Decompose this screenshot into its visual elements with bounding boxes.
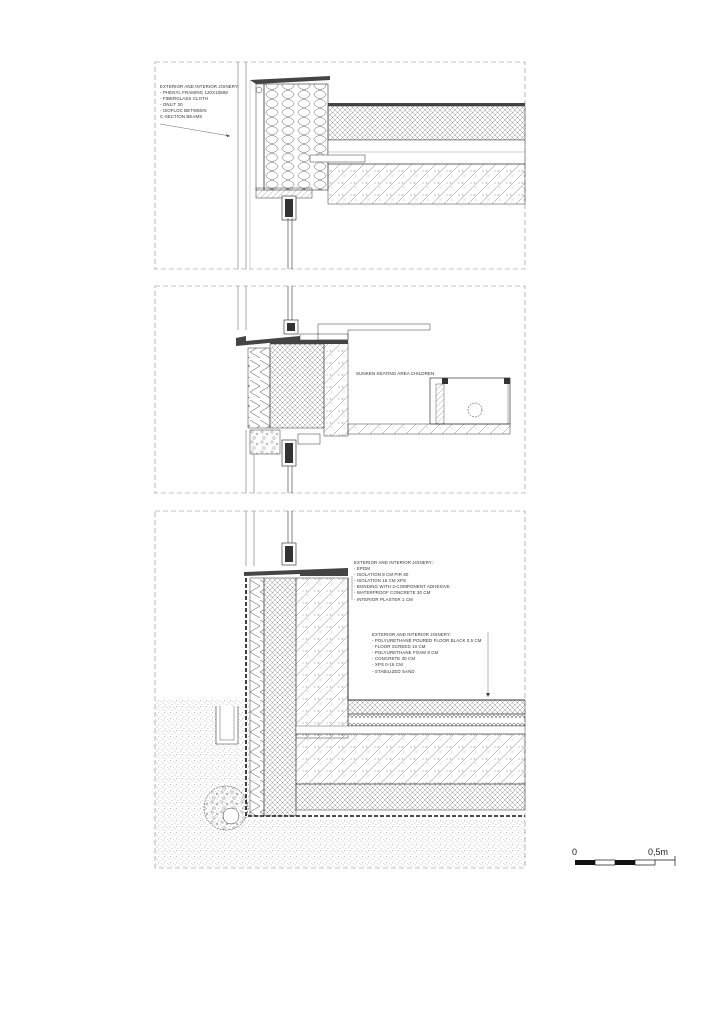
note-line: - WATERPROOF CONCRETE 30 CM <box>354 590 431 596</box>
note-line: - FLOOR SCREED 10 CM <box>372 644 426 650</box>
note-line: - ISOLATION 8 CM PIR 80 <box>354 572 409 578</box>
note-line: C-SECTION BEAMS <box>160 114 203 120</box>
note-line: - ISOLATION 16 CM XPS <box>354 578 407 584</box>
scale-end-label: 0,5m <box>648 847 669 857</box>
detail-1-note <box>160 84 239 121</box>
note-line: - BONDING WITH 2-COMPONENT ADHESIVE <box>354 584 450 590</box>
detail-3-foundation <box>155 511 525 868</box>
note-line: EXTERIOR AND INTERIOR JOINERY: <box>372 632 452 637</box>
note-line: - POLYURETHANE POURED FLOOR BLACK 0,5 CM <box>372 638 482 644</box>
note-line: EXTERIOR AND INTERIOR JOINERY: <box>354 560 434 565</box>
note-line: - STABILIZED SAND <box>372 668 415 674</box>
note-line: - CONCRETE 30 CM <box>372 656 416 662</box>
detail-2-sunken-seating <box>155 286 525 493</box>
note-line: - INTERIOR PLASTER 1 CM <box>354 596 413 602</box>
scale-start-label: 0 <box>572 847 578 857</box>
sunken-seating-label: SUNKEN SEATING AREA CHILDREN <box>356 371 435 376</box>
note-line: - ISOFLOC BETWEEN <box>160 108 207 114</box>
note-line: - POLYURETHANE FOAM 8 CM <box>372 650 439 656</box>
note-line: EXTERIOR AND INTERIOR JOINERY: <box>160 84 240 89</box>
detail-3-wall-note <box>354 560 450 603</box>
note-line: - PHENYL FRAMING 120X10MM <box>160 90 228 96</box>
note-line: - XPS 0-16 CM <box>372 662 403 668</box>
note-line: - ONLIT 30 <box>160 102 183 108</box>
note-line: - EPDM <box>354 566 370 572</box>
note-line: - FIBERGLASS CLOTH <box>160 96 209 102</box>
scale-bar <box>575 856 675 866</box>
detail-3-floor-note <box>372 632 482 675</box>
